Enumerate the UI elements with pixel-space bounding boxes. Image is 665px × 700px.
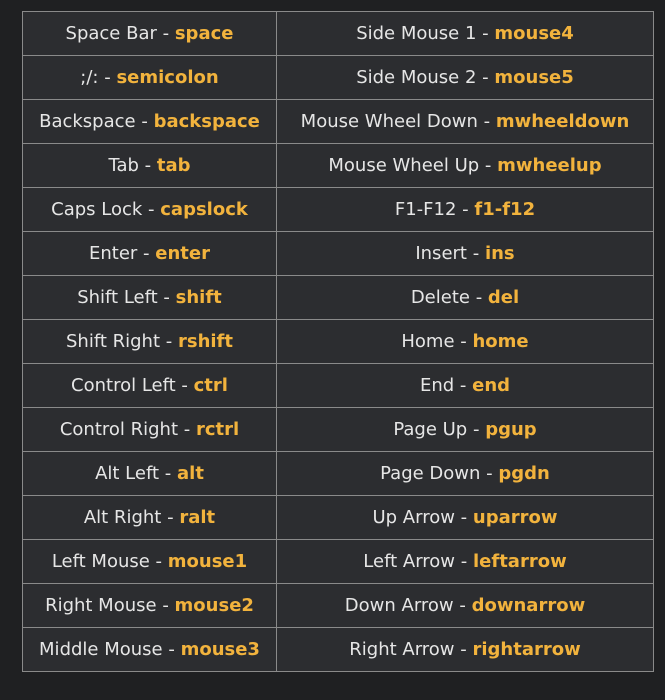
key-name: Up Arrow (372, 507, 455, 528)
bind-command: rctrl (195, 419, 240, 440)
key-bind-cell (23, 364, 277, 408)
key-bind-cell (23, 540, 277, 584)
key-bind-cell (277, 188, 654, 232)
table-row (23, 144, 654, 188)
key-bind-cell (23, 408, 277, 452)
key-bind-cell (277, 584, 654, 628)
key-name: Right Arrow (349, 639, 455, 660)
separator: - (142, 199, 161, 220)
bind-command: space (174, 23, 234, 44)
key-name: Down Arrow (344, 595, 454, 616)
bind-command: capslock (160, 199, 248, 220)
key-name: Enter (89, 243, 138, 264)
key-name: Side Mouse 2 (356, 67, 477, 88)
key-name: Mouse Wheel Down (300, 111, 478, 132)
separator: - (454, 507, 473, 528)
bind-command: pgup (485, 419, 537, 440)
separator: - (466, 243, 485, 264)
separator: - (137, 243, 156, 264)
key-bind-cell (23, 56, 277, 100)
key-name: Shift Right (65, 331, 161, 352)
separator: - (454, 331, 473, 352)
separator: - (476, 23, 495, 44)
key-bind-cell (23, 496, 277, 540)
separator: - (454, 375, 473, 396)
bind-command: ins (484, 243, 515, 264)
key-name: Alt Left (95, 463, 160, 484)
bind-command: rightarrow (472, 639, 581, 660)
key-name: Backspace (39, 111, 136, 132)
bind-command: mouse3 (180, 639, 260, 660)
key-bind-cell (277, 12, 654, 56)
table-row (23, 100, 654, 144)
key-bind-table-body (23, 12, 654, 672)
separator: - (480, 463, 499, 484)
key-bind-cell (23, 12, 277, 56)
table-row (23, 188, 654, 232)
table-row (23, 12, 654, 56)
key-bind-cell (277, 452, 654, 496)
key-bind-cell (277, 100, 654, 144)
separator: - (477, 111, 496, 132)
key-name: Left Mouse (51, 551, 150, 572)
table-row (23, 452, 654, 496)
bind-command: mwheelup (497, 155, 602, 176)
separator: - (156, 23, 175, 44)
bind-command: enter (155, 243, 210, 264)
key-bind-cell (23, 452, 277, 496)
separator: - (453, 595, 472, 616)
table-row (23, 320, 654, 364)
key-name: Side Mouse 1 (356, 23, 477, 44)
separator: - (467, 419, 486, 440)
bind-command: mwheeldown (495, 111, 630, 132)
separator: - (178, 419, 196, 440)
key-name: Insert (415, 243, 467, 264)
key-name: Left Arrow (363, 551, 456, 572)
key-bind-cell (23, 144, 277, 188)
key-bind-cell (23, 232, 277, 276)
separator: - (160, 331, 178, 352)
separator: - (162, 639, 181, 660)
table-row (23, 364, 654, 408)
bind-command: home (472, 331, 529, 352)
table-row (23, 584, 654, 628)
key-bind-cell (277, 56, 654, 100)
bind-command: semicolon (116, 67, 219, 88)
separator: - (479, 155, 498, 176)
key-bind-cell (277, 408, 654, 452)
table-row (23, 496, 654, 540)
table-row (23, 276, 654, 320)
key-bind-cell (277, 540, 654, 584)
key-bind-cell (277, 320, 654, 364)
bind-command: downarrow (471, 595, 586, 616)
separator: - (455, 551, 473, 572)
key-name: Page Down (380, 463, 481, 484)
bind-command: leftarrow (472, 551, 567, 572)
table-row (23, 540, 654, 584)
separator: - (469, 287, 488, 308)
bind-command: end (472, 375, 511, 396)
key-bind-cell (277, 364, 654, 408)
key-bind-table (22, 11, 654, 672)
separator: - (161, 507, 180, 528)
bind-command: ctrl (193, 375, 228, 396)
separator: - (476, 67, 495, 88)
key-name: Shift Left (77, 287, 158, 308)
table-row (23, 408, 654, 452)
bind-command: f1-f12 (474, 199, 536, 220)
separator: - (138, 155, 157, 176)
bind-command: mouse5 (494, 67, 574, 88)
bind-command: mouse2 (174, 595, 254, 616)
bind-command: shift (175, 287, 222, 308)
bind-command: backspace (153, 111, 260, 132)
separator: - (159, 463, 177, 484)
separator: - (98, 67, 117, 88)
key-name: Delete (410, 287, 470, 308)
key-bind-cell (23, 100, 277, 144)
separator: - (456, 199, 475, 220)
separator: - (135, 111, 154, 132)
table-row (23, 232, 654, 276)
key-name: Right Mouse (45, 595, 157, 616)
key-name: ;/: (80, 67, 99, 88)
key-name: Space Bar (65, 23, 157, 44)
key-bind-cell (277, 496, 654, 540)
key-bind-cell (23, 276, 277, 320)
key-name: Control Left (71, 375, 176, 396)
separator: - (175, 375, 194, 396)
separator: - (454, 639, 473, 660)
key-name: Home (401, 331, 455, 352)
key-bind-cell (277, 276, 654, 320)
key-bind-cell (277, 144, 654, 188)
bind-command: mouse4 (494, 23, 574, 44)
key-name: Caps Lock (51, 199, 143, 220)
bind-command: uparrow (472, 507, 558, 528)
table-row (23, 56, 654, 100)
bind-command: tab (156, 155, 191, 176)
key-name: End (419, 375, 455, 396)
key-name: Control Right (59, 419, 179, 440)
key-bind-cell (23, 584, 277, 628)
separator: - (149, 551, 168, 572)
key-name: Tab (108, 155, 139, 176)
key-name: Mouse Wheel Up (328, 155, 480, 176)
key-name: Middle Mouse (39, 639, 163, 660)
key-bind-cell (277, 232, 654, 276)
key-bind-cell (23, 188, 277, 232)
separator: - (157, 287, 176, 308)
bind-command: alt (177, 463, 204, 484)
key-bind-cell (23, 320, 277, 364)
bind-command: mouse1 (167, 551, 248, 572)
key-bind-cell (277, 628, 654, 672)
bind-command: rshift (177, 331, 233, 352)
bind-command: ralt (179, 507, 216, 528)
table-row (23, 628, 654, 672)
bind-command: pgdn (498, 463, 550, 484)
separator: - (156, 595, 175, 616)
key-name: Alt Right (83, 507, 162, 528)
key-name: Page Up (393, 419, 468, 440)
bind-command: del (487, 287, 520, 308)
key-name: F1-F12 (394, 199, 457, 220)
key-bind-cell (23, 628, 277, 672)
